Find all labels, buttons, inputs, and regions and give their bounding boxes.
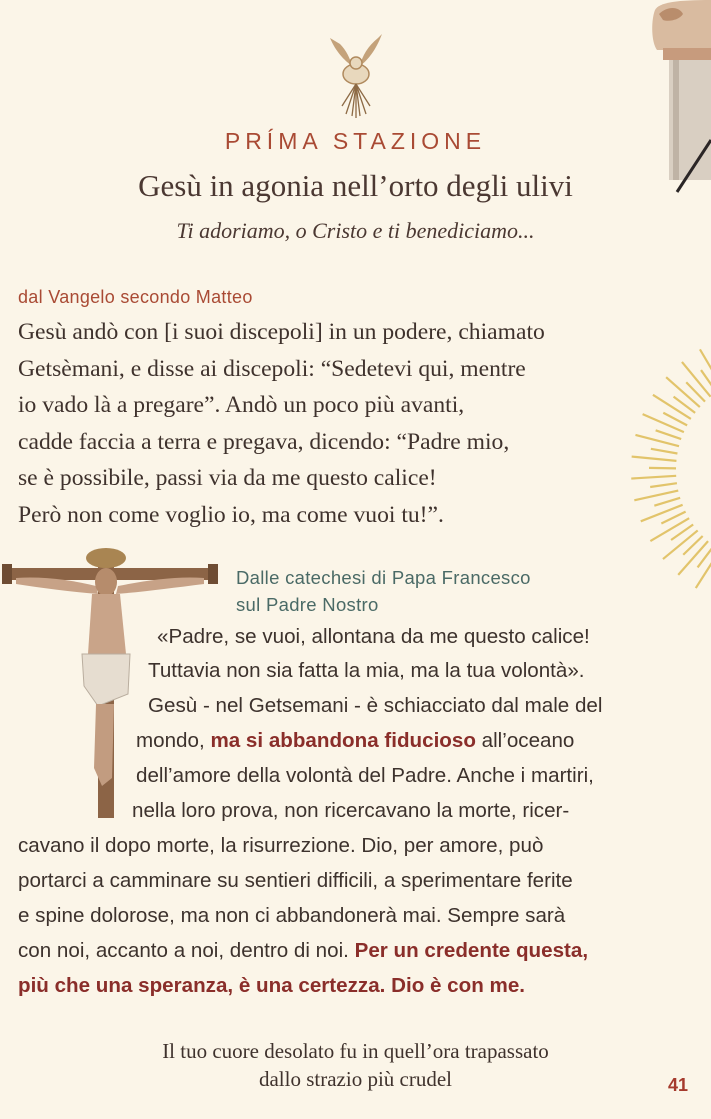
gospel-source: dal Vangelo secondo Matteo — [18, 287, 253, 307]
gospel-line: se è possibile, passi via da me questo calice! — [18, 465, 437, 491]
gospel-line: Gesù andò con [i suoi discepoli] in un podere, chiamato — [18, 319, 545, 345]
hymn-line: dallo strazio più crudel — [258, 1067, 453, 1091]
halo-ray — [656, 430, 682, 439]
catechesis-text: con noi, accanto a noi, dentro di noi. — [18, 939, 349, 962]
page-number: 41 — [668, 1075, 689, 1095]
hymn-line: Il tuo cuore desolato fu in quell’ora trapassato — [162, 1039, 549, 1063]
gospel-line: io vado là a pregare”. Andò un poco più avanti, — [18, 392, 465, 418]
catechesis-line: e spine dolorose, ma non ci abbandonerà mai. Sempre sarà — [18, 904, 566, 927]
hymn-verse — [0, 1037, 711, 1093]
catechesis-source — [236, 564, 616, 618]
column-capital-decoration — [649, 0, 711, 195]
gospel-line: Però non come voglio io, ma come vuoi tu!”. — [18, 501, 444, 528]
catechesis-line — [18, 934, 588, 968]
halo-ray — [701, 370, 711, 392]
halo-ray — [654, 498, 680, 506]
halo-ray — [653, 395, 691, 419]
catechesis-line: Tuttavia non sia fatta la mia, ma la tua volontà». — [148, 659, 585, 682]
catechesis-line: cavano il dopo morte, la risurrezione. Dio, per amore, può — [18, 834, 544, 857]
catechesis-line: Gesù - nel Getsemani - è schiacciato dal male del — [148, 694, 603, 717]
catechesis-source-line: Dalle catechesi di Papa Francesco — [236, 567, 531, 588]
catechesis-source-line: sul Padre Nostro — [236, 594, 379, 615]
station-label: PRÍMA STAZIONE — [224, 128, 487, 154]
gospel-line: Getsèmani, e disse ai discepoli: “Sedetevi qui, mentre — [18, 355, 526, 382]
catechesis-text: all’oceano — [481, 729, 575, 752]
catechesis-line: nella loro prova, non ricercavano la morte, ricer- — [132, 799, 570, 822]
catechesis-text: mondo, — [136, 729, 205, 752]
acclamation: Ti adoriamo, o Cristo e ti benediciamo... — [176, 218, 535, 243]
catechesis-line: portarci a camminare su sentieri difficili, a sperimentare ferite — [18, 869, 573, 892]
station-title: Gesù in agonia nell’orto degli ulivi — [138, 168, 573, 203]
catechesis-highlight-line: più che una speranza, è una certezza. Dio è con me. — [18, 974, 525, 997]
catechesis-line — [136, 724, 574, 758]
catechesis-line: «Padre, se vuoi, allontana da me questo calice! — [157, 625, 590, 648]
gospel-line: cadde faccia a terra e pregava, dicendo: “Padre mio, — [18, 428, 510, 455]
dove-icon — [322, 30, 390, 120]
catechesis-highlight: ma si abbandona fiducioso — [210, 729, 476, 752]
halo-ray — [696, 550, 711, 588]
catechesis-highlight: Per un credente questa, — [354, 939, 589, 962]
catechesis-line: dell’amore della volontà del Padre. Anche i martiri, — [136, 764, 594, 787]
gospel-text — [18, 314, 658, 533]
